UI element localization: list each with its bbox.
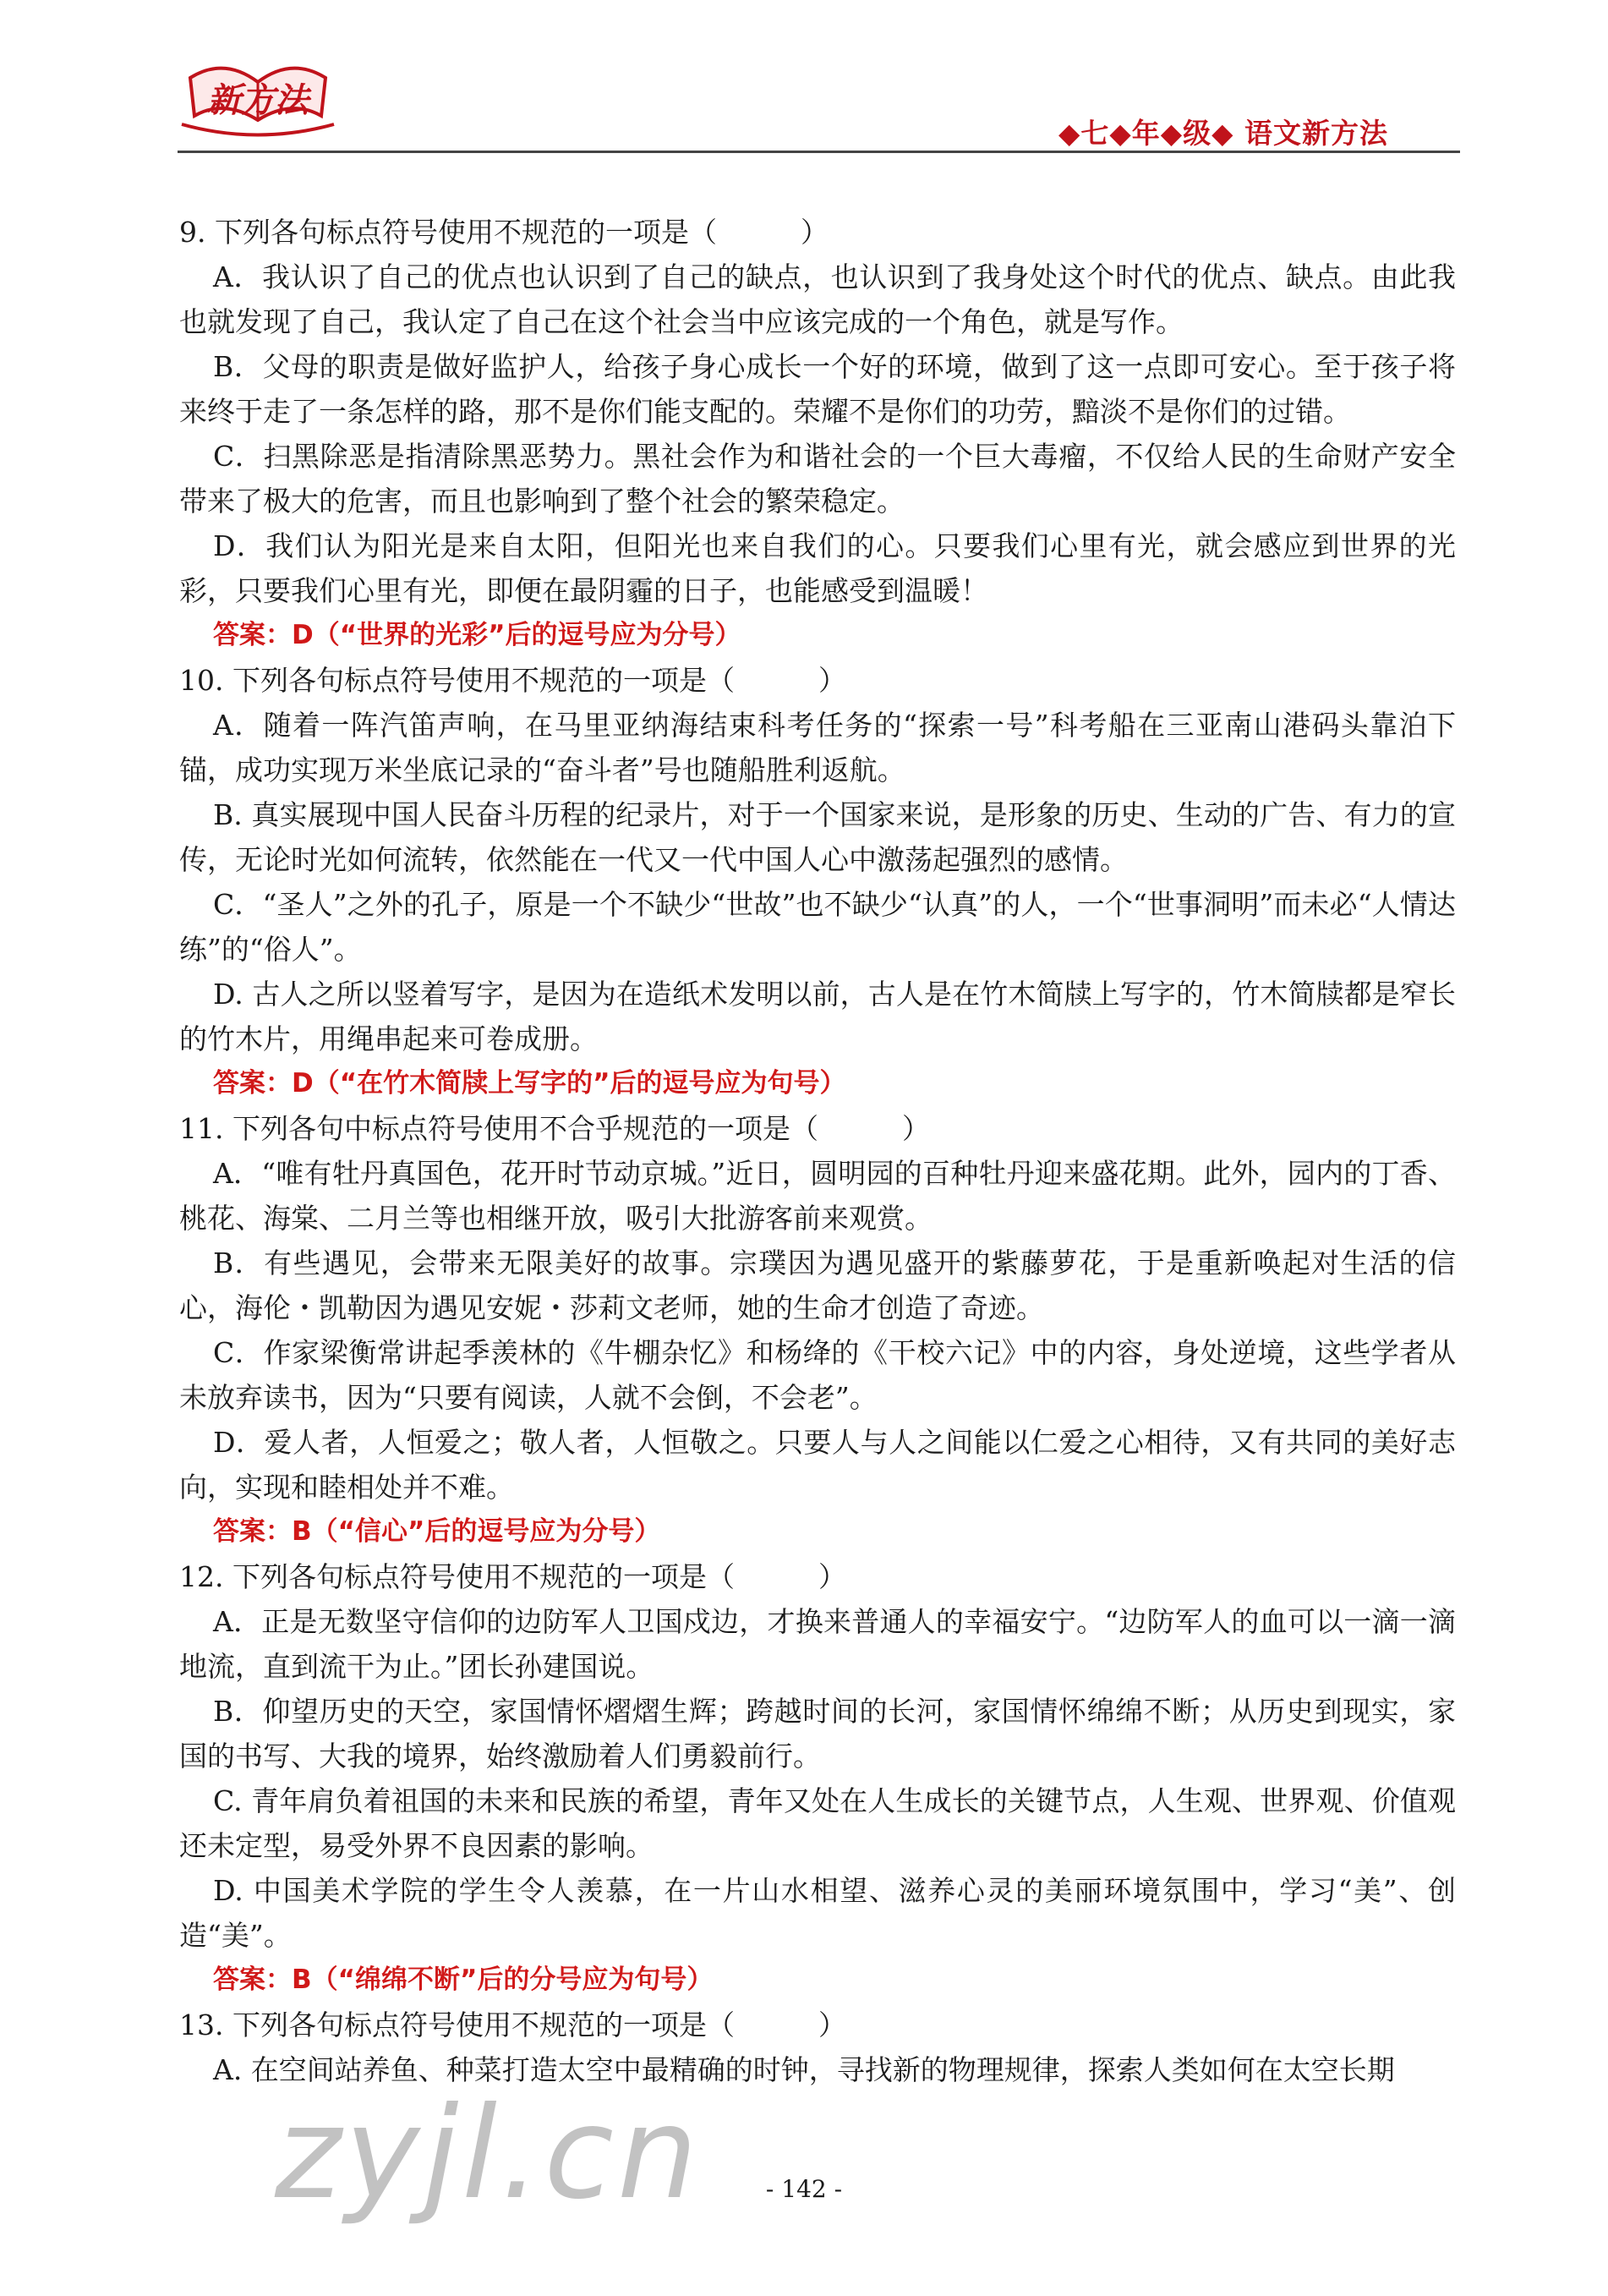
option-b: B. 真实展现中国人民奋斗历程的纪录片，对于一个国家来说，是形象的历史、生动的广告、有力的宣传，无论时光如何流转，依然能在一代又一代中国人心中激荡起强烈的感情。 (179, 798, 1456, 876)
option-c: C．作家梁衡常讲起季羡林的《牛棚杂忆》和杨绛的《干校六记》中的内容，身处逆境，这些学者从未放弃读书，因为“只要有阅读，人就不会倒，不会老”。 (179, 1336, 1456, 1414)
option-c: C. 青年肩负着祖国的未来和民族的希望，青年又处在人生成长的关键节点，人生观、世界观、价值观还未定型，易受外界不良因素的影响。 (179, 1784, 1456, 1862)
option-a: A. 在空间站养鱼、种菜打造太空中最精确的时钟，寻找新的物理规律，探索人类如何在太空长期 (213, 2053, 1395, 2086)
option-b: B．父母的职责是做好监护人，给孩子身心成长一个好的环境，做到了这一点即可安心。至于孩子将来终于走了一条怎样的路，那不是你们能支配的。荣耀不是你们的功劳，黯淡不是你们的过错。 (179, 350, 1456, 428)
option-d: D．我们认为阳光是来自太阳，但阳光也来自我们的心。只要我们心里有光，就会感应到世界的光彩，只要我们心里有光，即便在最阴霾的日子，也能感受到温暖！ (179, 529, 1456, 607)
answer-text: 答案：D（“在竹木简牍上写字的”后的逗号应为句号） (213, 1068, 846, 1099)
header-divider (178, 151, 1460, 153)
question-stem: 9. 下列各句标点符号使用不规范的一项是（ ） (179, 216, 829, 249)
option-b: B．有些遇见，会带来无限美好的故事。宗璞因为遇见盛开的紫藤萝花，于是重新唤起对生活的信心，海伦・凯勒因为遇见安妮・莎莉文老师，她的生命才创造了奇迹。 (179, 1247, 1456, 1324)
option-d: D. 古人之所以竖着写字，是因为在造纸术发明以前，古人是在竹木简牍上写字的，竹木简牍都是窄长的竹木片，用绳串起来可卷成册。 (179, 978, 1456, 1055)
option-b: B．仰望历史的天空，家国情怀熠熠生辉；跨越时间的长河，家国情怀绵绵不断；从历史到现实，家国的书写、大我的境界，始终激励着人们勇毅前行。 (179, 1695, 1456, 1773)
question-list (179, 210, 1456, 2092)
option-c: C．扫黑除恶是指清除黑恶势力。黑社会作为和谐社会的一个巨大毒瘤，不仅给人民的生命财产安全带来了极大的危害，而且也影响到了整个社会的繁荣稳定。 (179, 440, 1456, 518)
option-a: A．我认识了自己的优点也认识到了自己的缺点，也认识到了我身处这个时代的优点、缺点。由此我也就发现了自己，我认定了自己在这个社会当中应该完成的一个角色，就是写作。 (179, 260, 1456, 338)
answer-text: 答案：B（“绵绵不断”后的分号应为句号） (213, 1964, 714, 1995)
option-a: A．随着一阵汽笛声响，在马里亚纳海结束科考任务的“探索一号”科考船在三亚南山港码头靠泊下锚，成功实现万米坐底记录的“奋斗者”号也随船胜利返航。 (179, 709, 1456, 786)
header-series-title: ◆七◆年◆级◆ 语文新方法 (1058, 117, 1388, 150)
question-stem: 11. 下列各句中标点符号使用不合乎规范的一项是（ ） (179, 1112, 930, 1145)
option-a: A．“唯有牡丹真国色，花开时节动京城。”近日，圆明园的百种牡丹迎来盛花期。此外，园内的丁香、桃花、海棠、二月兰等也相继开放，吸引大批游客前来观赏。 (179, 1157, 1456, 1235)
question-stem: 10. 下列各句标点符号使用不规范的一项是（ ） (179, 664, 846, 697)
answer-text: 答案：D（“世界的光彩”后的逗号应为分号） (213, 620, 741, 650)
answer-text: 答案：B（“信心”后的逗号应为分号） (213, 1516, 661, 1547)
option-c: C．“圣人”之外的孔子，原是一个不缺少“世故”也不缺少“认真”的人，一个“世事洞明”而未必“人情达练”的“俗人”。 (179, 888, 1456, 966)
brand-logo (173, 52, 342, 145)
option-d: D. 中国美术学院的学生令人羡慕，在一片山水相望、滋养心灵的美丽环境氛围中，学习“美”、创造“美”。 (179, 1874, 1456, 1952)
logo-text: 新方法 (207, 80, 309, 120)
option-d: D．爱人者，人恒爱之；敬人者，人恒敬之。只要人与人之间能以仁爱之心相待，又有共同的美好志向，实现和睦相处并不难。 (179, 1426, 1456, 1504)
page-number: - 142 - (765, 2175, 843, 2203)
option-a: A．正是无数坚守信仰的边防军人卫国戍边，才换来普通人的幸福安宁。“边防军人的血可以一滴一滴地流，直到流干为止。”团长孙建国说。 (179, 1605, 1456, 1683)
question-stem: 13. 下列各句标点符号使用不规范的一项是（ ） (179, 2008, 846, 2041)
watermark: zyjl.cn (275, 2080, 702, 2228)
question-stem: 12. 下列各句标点符号使用不规范的一项是（ ） (179, 1560, 846, 1593)
